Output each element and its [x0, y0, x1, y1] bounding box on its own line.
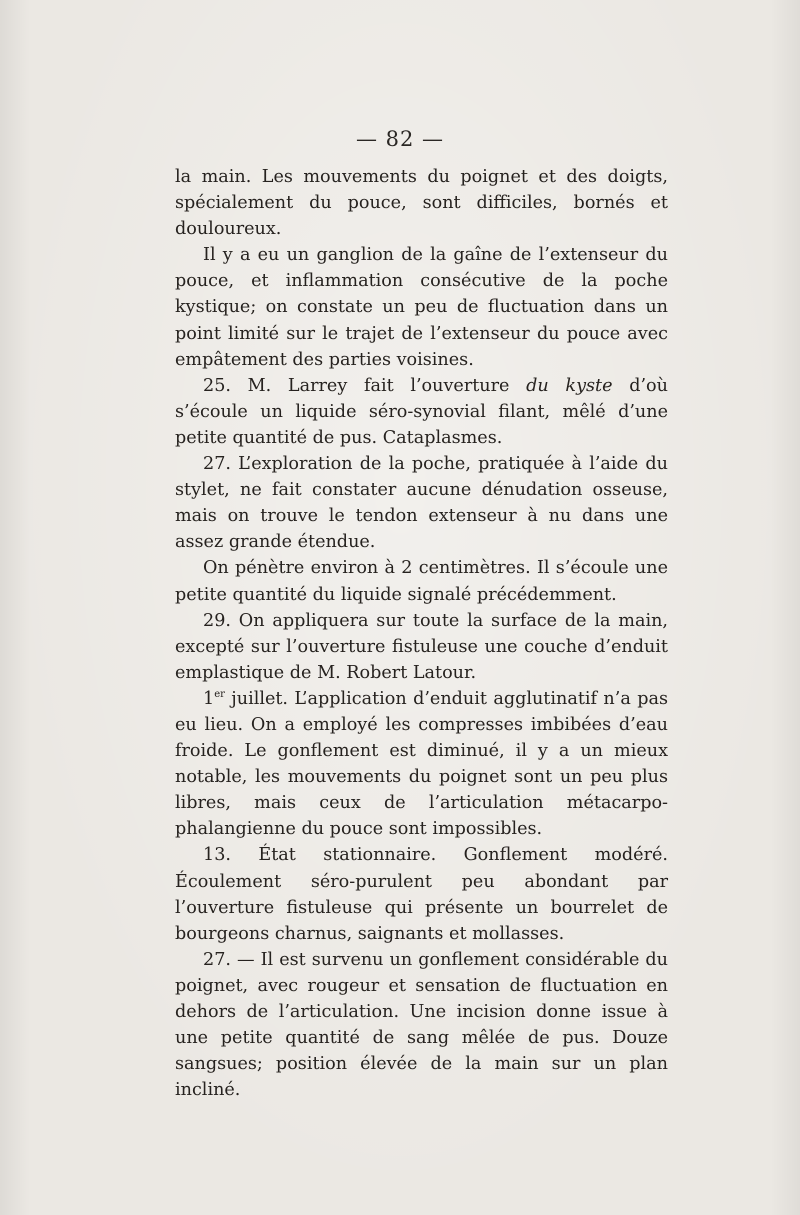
body-text — [175, 164, 668, 1103]
paragraph-8: 13. État stationnaire. Gonflement modéré. Écoulement séro-purulent peu abondant par l’ouverture fistuleuse qui présente un bourrelet de bourgeons charnus, saignants et mollasses. — [175, 845, 668, 944]
paragraph-6: 29. On appliquera sur toute la surface de la main, excepté sur l’ouverture fistuleuse une couche d’enduit emplastique de M. Robert Latour. — [175, 610, 668, 683]
paragraph-7-tail: juillet. L’application d’enduit agglutinatif n’a pas eu lieu. On a employé les compresses imbibées d’eau froide. Le gonflement est diminué, il y a un mieux notable, les mouvements du poignet sont un peu plus libres, mais ceux de l’articulation métacarpo-phalangienne du pouce sont impossibles. — [175, 688, 668, 840]
paragraph-7-lead: 1 — [203, 688, 215, 709]
paragraph-3-lead: 25. M. Larrey fait l’ouverture — [203, 375, 527, 396]
page-number: — 82 — — [355, 127, 445, 151]
paragraph-3 — [175, 373, 668, 451]
paragraph-4: 27. L’exploration de la poche, pratiquée à l’aide du stylet, ne fait constater aucune dénudation osseuse, mais on trouve le tendon extenseur à nu dans une assez grande étendue. — [175, 454, 668, 553]
paragraph-2: Il y a eu un ganglion de la gaîne de l’extenseur du pouce, et inflammation consécutive de la poche kystique; on constate un peu de fluctuation dans un point limité sur le trajet de l’extenseur du pouce avec empâtement des parties voisines. — [175, 245, 668, 370]
paragraph-7 — [175, 686, 668, 843]
paragraph-5: On pénètre environ à 2 centimètres. Il s’écoule une petite quantité du liquide signalé précédemment. — [175, 558, 668, 605]
paragraph-7-superscript: er — [214, 688, 225, 700]
paragraph-3-italic: du kyste — [526, 375, 613, 396]
paragraph-3-tail: d’où s’écoule un liquide séro-synovial filant, mêlé d’une petite quantité de pus. Cataplasmes. — [175, 375, 668, 448]
paragraph-9: 27. — Il est survenu un gonflement considérable du poignet, avec rougeur et sensation de fluctuation en dehors de l’articulation. Une incision donne issue à une petite quantité de sang mêlée de pus. Douze sangsues; position élevée de la main sur un plan incliné. — [175, 949, 668, 1101]
paragraph-1: la main. Les mouvements du poignet et des doigts, spécialement du pouce, sont difficiles, bornés et douloureux. — [175, 167, 668, 240]
